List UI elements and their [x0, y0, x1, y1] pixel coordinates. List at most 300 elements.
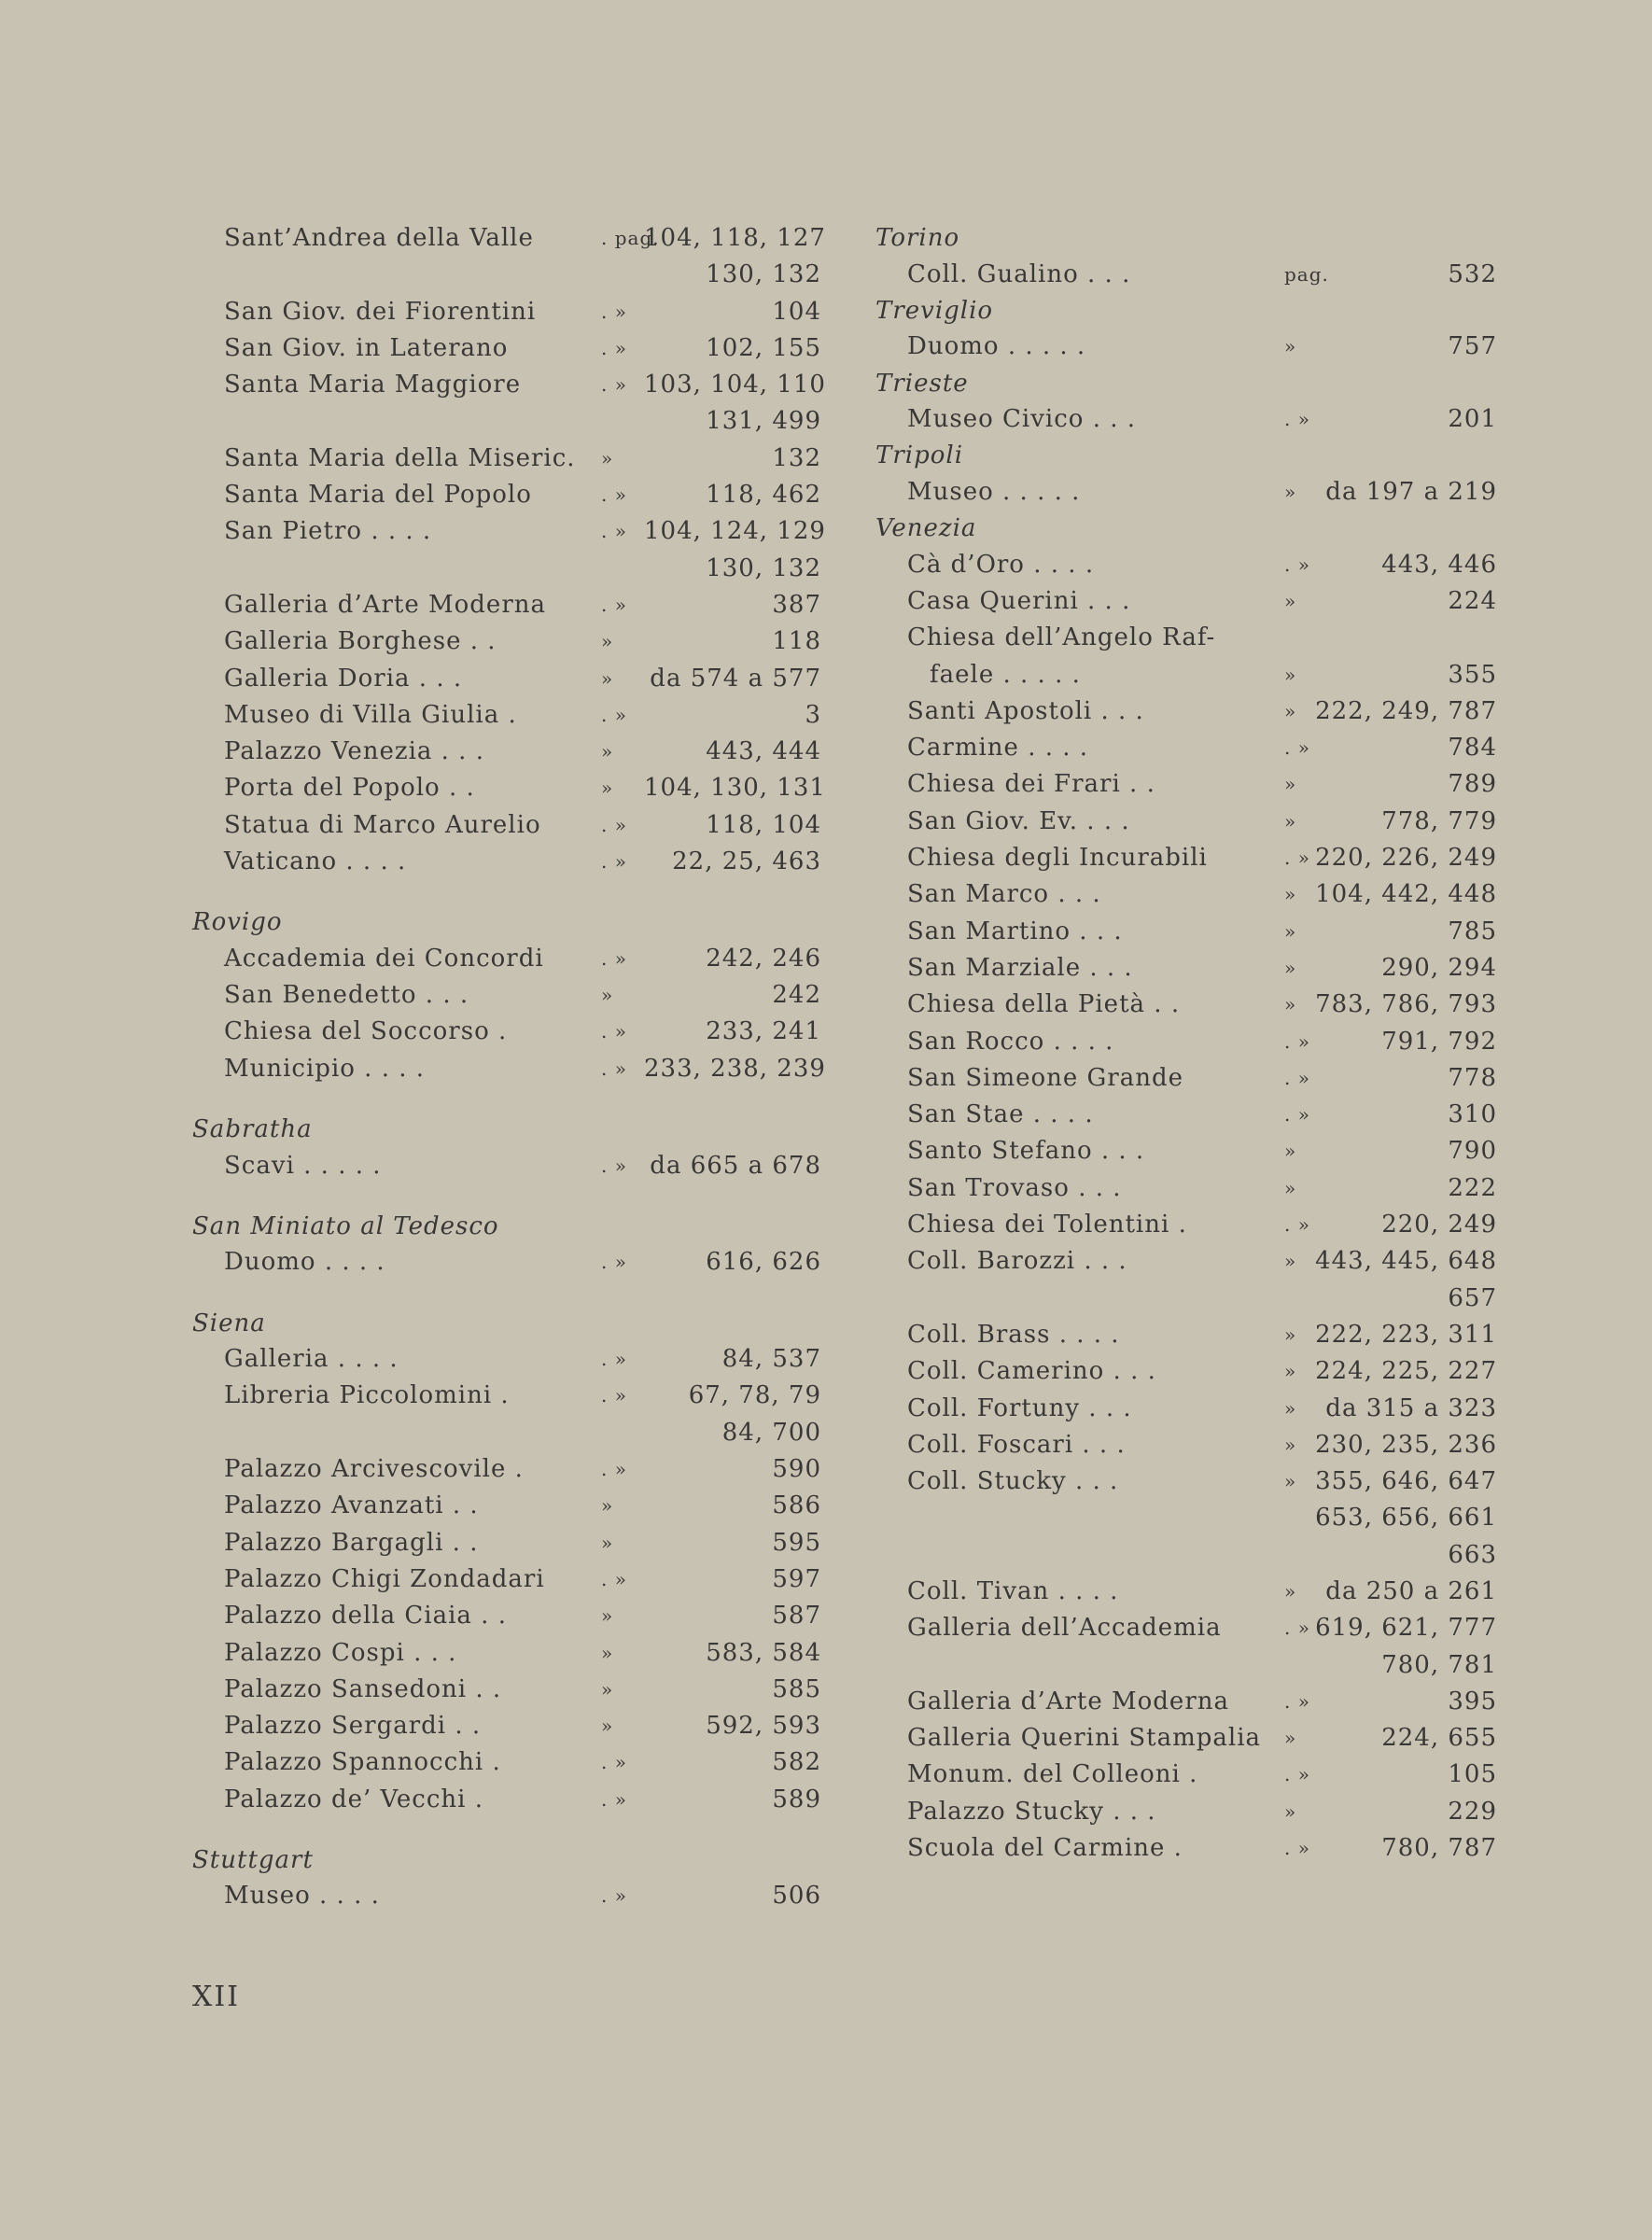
entry-name: Santa Maria del Popolo [224, 481, 532, 510]
page-references: 104, 124, 129 [644, 517, 826, 546]
ditto-marker: . » [601, 703, 627, 726]
entry-line [875, 401, 1497, 438]
entry-name: San Benedetto . . . [224, 981, 469, 1010]
entry-continuation-line [875, 657, 1497, 693]
entry-name: Municipio . . . . [224, 1054, 426, 1083]
ditto-marker: . » [601, 593, 627, 616]
entry-line [192, 587, 821, 623]
index-entry [192, 367, 826, 441]
ditto-marker: . » [601, 520, 627, 543]
entry-line [192, 1635, 821, 1672]
entry-line [875, 1720, 1497, 1757]
entry-name: Coll. Foscari . . . [907, 1430, 1126, 1459]
section-heading: San Miniato al Tedesco [192, 1211, 499, 1240]
entry-line [192, 1744, 821, 1781]
entry-name: Palazzo Spannocchi . [224, 1748, 501, 1777]
page-references: 22, 25, 463 [672, 847, 821, 876]
index-entry [192, 1782, 821, 1818]
entry-line [875, 876, 1497, 913]
entry-name: Coll. Stucky . . . [907, 1467, 1119, 1496]
ditto-marker: » [601, 777, 614, 800]
page-references: 224, 225, 227 [1315, 1357, 1497, 1386]
entry-continuation-line [192, 1415, 821, 1451]
entry-line [192, 1378, 821, 1414]
ditto-marker: » [601, 446, 614, 469]
page-references: 230, 235, 236 [1315, 1430, 1497, 1459]
index-entry [192, 441, 821, 477]
ditto-marker: . » [601, 1154, 627, 1177]
entry-name: Galleria Doria . . . [224, 664, 463, 693]
ditto-marker: . » [1284, 408, 1310, 431]
entry-line [192, 1244, 821, 1281]
entry-line [192, 941, 821, 977]
entry-line [192, 1148, 821, 1184]
entry-name: Sant’Andrea della Valle [224, 224, 534, 252]
entry-name: Coll. Camerino . . . [907, 1357, 1156, 1386]
entry-name: Galleria d’Arte Moderna [224, 590, 546, 619]
page-references: 780, 787 [1381, 1834, 1497, 1863]
ditto-marker: » [1284, 809, 1297, 833]
index-entry [192, 807, 821, 844]
entry-line [192, 1672, 821, 1708]
page-references: 785 [1448, 917, 1497, 945]
ditto-marker: pag. [1284, 262, 1329, 286]
index-entry [875, 766, 1497, 803]
index-entry [192, 477, 821, 513]
index-entry [192, 977, 821, 1014]
page-references: 663 [1448, 1540, 1497, 1569]
index-entry [192, 1598, 821, 1634]
entry-line [875, 1757, 1497, 1793]
entry-line [875, 914, 1497, 950]
ditto-marker: . » [1284, 553, 1310, 576]
ditto-marker: » [601, 1715, 614, 1738]
page-references: 103, 104, 110 [644, 371, 826, 399]
index-entry [192, 513, 826, 587]
index-entry [192, 1488, 821, 1524]
index-entry [875, 1757, 1497, 1793]
index-entry [192, 1561, 821, 1598]
page-references: 590 [772, 1455, 821, 1484]
page-references: 597 [772, 1564, 821, 1593]
index-entry [875, 1060, 1497, 1097]
page-references: 595 [772, 1528, 821, 1557]
entry-line [192, 330, 821, 367]
index-entry [192, 220, 826, 294]
page-references: 387 [772, 590, 821, 619]
page-number: XII [192, 1981, 241, 2013]
page-references: 118, 462 [706, 481, 821, 510]
page-references: 132 [772, 443, 821, 472]
index-entry [192, 294, 821, 330]
index-entry [875, 1243, 1497, 1317]
ditto-marker: . » [1284, 1213, 1310, 1237]
entry-name: Palazzo della Ciaia . . [224, 1602, 507, 1631]
page-references: 395 [1448, 1687, 1497, 1715]
ditto-marker: . » [601, 483, 627, 507]
page-references: 130, 132 [706, 553, 821, 582]
page-references: da 665 a 678 [650, 1151, 821, 1180]
page-references: 220, 226, 249 [1315, 844, 1497, 873]
index-entry [875, 1830, 1497, 1867]
entry-line [192, 734, 821, 770]
ditto-marker: . » [1284, 1689, 1310, 1713]
index-entry [192, 1744, 821, 1781]
entry-name: Santa Maria della Miseric. [224, 443, 576, 472]
page-references: 118, 104 [706, 810, 821, 839]
ditto-marker: » [601, 1531, 614, 1554]
page-references: 589 [772, 1785, 821, 1813]
page-references: 616, 626 [706, 1248, 821, 1277]
index-entry [192, 330, 821, 367]
entry-name: Palazzo Sergardi . . [224, 1712, 482, 1741]
page-references: 532 [1448, 259, 1497, 288]
ditto-marker: . » [601, 1384, 627, 1407]
ditto-marker: . » [1284, 1029, 1310, 1053]
entry-name: Porta del Popolo . . [224, 774, 475, 803]
page-references: 102, 155 [706, 333, 821, 362]
entry-name: Museo . . . . . [907, 477, 1081, 506]
index-column-right [875, 220, 1497, 1867]
ditto-marker: » [1284, 589, 1297, 612]
page-references: 443, 444 [706, 737, 821, 766]
entry-line [875, 1463, 1497, 1500]
section-heading: Venezia [875, 514, 977, 543]
index-entry [192, 661, 821, 697]
ditto-marker: . » [601, 373, 627, 397]
entry-line [875, 1391, 1497, 1427]
ditto-marker: » [1284, 1580, 1297, 1603]
section-heading: Siena [192, 1309, 266, 1337]
page-references: 222, 223, 311 [1315, 1320, 1497, 1349]
ditto-marker: . » [601, 1751, 627, 1774]
entry-name: San Giov. Ev. . . . [907, 806, 1130, 835]
index-entry [875, 257, 1497, 293]
page-references: 778, 779 [1381, 806, 1497, 835]
ditto-marker: » [601, 984, 614, 1007]
page-references: 84, 700 [721, 1418, 821, 1447]
page-references: 585 [772, 1674, 821, 1703]
section-heading: Treviglio [875, 296, 994, 325]
index-entry [192, 587, 821, 623]
entry-name: San Pietro . . . . [224, 517, 432, 546]
entry-name: Coll. Brass . . . . [907, 1320, 1120, 1349]
entry-name: Duomo . . . . . [907, 332, 1086, 361]
entry-name: Carmine . . . . [907, 734, 1089, 763]
entry-line [192, 1525, 821, 1561]
entry-name: Chiesa degli Incurabili [907, 844, 1208, 873]
ditto-marker: » [1284, 1250, 1297, 1273]
entry-continuation-line [875, 1281, 1497, 1317]
entry-name: Scuola del Carmine . [907, 1834, 1183, 1863]
entry-line [192, 977, 821, 1014]
entry-continuation-line [875, 1537, 1497, 1574]
entry-line [875, 583, 1497, 620]
entry-name: San Martino . . . [907, 917, 1123, 945]
index-entry [192, 1672, 821, 1708]
index-entry [192, 844, 821, 880]
entry-line [875, 840, 1497, 876]
entry-name: Santo Stefano . . . [907, 1137, 1145, 1166]
ditto-marker: » [1284, 883, 1297, 906]
entry-name: Casa Querini . . . [907, 586, 1131, 615]
ditto-marker: . » [1284, 1066, 1310, 1089]
entry-name: Chiesa della Pietà . . [907, 990, 1181, 1019]
entry-continuation-line [192, 403, 821, 440]
ditto-marker: » [1284, 1140, 1297, 1163]
entry-name: Galleria Querini Stampalia [907, 1724, 1262, 1753]
entry-name: San Trovaso . . . [907, 1173, 1122, 1202]
page-references: 619, 621, 777 [1315, 1614, 1497, 1643]
entry-line [875, 730, 1497, 766]
index-entry [192, 1148, 821, 1184]
index-entry [875, 1170, 1497, 1207]
page-references: 233, 238, 239 [644, 1054, 826, 1083]
ditto-marker: » [601, 1677, 614, 1701]
page-references: 130, 132 [706, 260, 821, 289]
ditto-marker: » [1284, 773, 1297, 796]
ditto-marker: . » [601, 336, 627, 359]
entry-continuation-line [192, 257, 821, 293]
index-column-left [192, 220, 826, 1915]
index-entry [875, 693, 1497, 730]
page-references: 242, 246 [706, 944, 821, 973]
entry-name: Coll. Fortuny . . . [907, 1393, 1132, 1422]
page-references: 131, 499 [706, 407, 821, 436]
index-entry [192, 1244, 821, 1281]
page-references: 224, 655 [1381, 1724, 1497, 1753]
entry-name: Palazzo Stucky . . . [907, 1797, 1156, 1826]
page-references: 582 [772, 1748, 821, 1777]
entry-name: Vaticano . . . . [224, 847, 407, 876]
entry-name: Galleria . . . . [224, 1345, 399, 1374]
entry-name: Galleria Borghese . . [224, 627, 497, 656]
index-entry [875, 1427, 1497, 1463]
entry-line [875, 950, 1497, 987]
entry-name: Palazzo Chigi Zondadari [224, 1564, 545, 1593]
index-entry [192, 1451, 821, 1488]
entry-line [875, 766, 1497, 803]
page-references: 105 [1448, 1760, 1497, 1789]
entry-line [875, 620, 1497, 656]
entry-name: Galleria dell’Accademia [907, 1614, 1222, 1643]
page-references: 233, 241 [706, 1017, 821, 1046]
entry-line [192, 661, 821, 697]
page-references: 242 [772, 981, 821, 1010]
entry-name: San Rocco . . . . [907, 1027, 1114, 1056]
entry-line [875, 474, 1497, 511]
entry-name: Palazzo Arcivescovile . [224, 1455, 524, 1484]
page-references: 118 [772, 627, 821, 656]
ditto-marker: . » [1284, 1617, 1310, 1640]
entry-line [875, 329, 1497, 365]
entry-name: Palazzo Cospi . . . [224, 1638, 457, 1667]
ditto-marker: » [601, 740, 614, 763]
ditto-marker: . » [1284, 736, 1310, 760]
entry-line [192, 1488, 821, 1524]
entry-name: San Marco . . . [907, 880, 1101, 909]
index-entry [875, 1463, 1497, 1574]
entry-name: Coll. Tivan . . . . [907, 1577, 1119, 1605]
index-entry [875, 1574, 1497, 1610]
entry-name: San Stae . . . . [907, 1100, 1094, 1129]
entry-line [192, 513, 826, 550]
entry-line [192, 441, 821, 477]
page-references: 104, 130, 131 [644, 774, 826, 803]
entry-name: Palazzo Venezia . . . [224, 737, 484, 766]
entry-line [192, 1014, 821, 1050]
ditto-marker: . » [1284, 1837, 1310, 1860]
entry-name: Museo di Villa Giulia . [224, 700, 517, 729]
ditto-marker: » [1284, 919, 1297, 943]
entry-name: Santa Maria Maggiore [224, 371, 522, 399]
page-references: 780, 781 [1381, 1650, 1497, 1679]
index-entry [875, 547, 1497, 583]
entry-name: Museo . . . . [224, 1882, 380, 1911]
entry-line [192, 1341, 821, 1378]
ditto-marker: » [601, 1604, 614, 1628]
ditto-marker: . pag. [601, 227, 660, 249]
entry-name: San Giov. in Laterano [224, 333, 509, 362]
index-entry [875, 1097, 1497, 1133]
index-entry [192, 1878, 821, 1914]
section-heading: Tripoli [875, 441, 964, 470]
ditto-marker: . » [601, 1251, 627, 1274]
entry-name: Chiesa dei Frari . . [907, 770, 1155, 799]
page-references: 84, 537 [721, 1345, 821, 1374]
page-references: 201 [1448, 405, 1497, 434]
entry-name: Statua di Marco Aurelio [224, 810, 541, 839]
index-entry [192, 734, 821, 770]
index-entry [875, 1684, 1497, 1720]
entry-line [192, 623, 821, 660]
index-entry [875, 1610, 1497, 1684]
entry-line [875, 1427, 1497, 1463]
ditto-marker: » [601, 666, 614, 690]
index-entry [192, 623, 821, 660]
page-references: 583, 584 [706, 1638, 821, 1667]
entry-name: Coll. Gualino . . . [907, 259, 1131, 288]
page-references: 443, 445, 648 [1315, 1247, 1497, 1276]
entry-line [875, 1574, 1497, 1610]
page-references: 224 [1448, 586, 1497, 615]
index-entry [875, 620, 1497, 693]
entry-line [875, 987, 1497, 1023]
entry-line [192, 1708, 821, 1744]
index-entry [192, 1378, 821, 1451]
ditto-marker: » [1284, 1323, 1297, 1346]
entry-line [875, 1060, 1497, 1097]
entry-line [192, 1561, 821, 1598]
entry-line [875, 1610, 1497, 1646]
entry-name: Monum. del Colleoni . [907, 1760, 1198, 1789]
entry-name: Galleria d’Arte Moderna [907, 1687, 1229, 1715]
entry-line [875, 1353, 1497, 1390]
index-entry [875, 876, 1497, 913]
page-references: da 315 a 323 [1325, 1393, 1497, 1422]
entry-name: Palazzo de’ Vecchi . [224, 1785, 484, 1813]
ditto-marker: . » [601, 1458, 627, 1481]
entry-line [875, 1794, 1497, 1830]
ditto-marker: » [601, 630, 614, 653]
entry-name: Palazzo Bargagli . . [224, 1528, 479, 1557]
entry-line [875, 1097, 1497, 1133]
page-references: 290, 294 [1381, 953, 1497, 982]
index-entry [875, 1317, 1497, 1353]
page-references: 355, 646, 647 [1315, 1467, 1497, 1496]
ditto-marker: . » [601, 850, 627, 874]
ditto-marker: . » [1284, 1103, 1310, 1127]
ditto-marker: » [1284, 1799, 1297, 1823]
entry-name-continuation: faele . . . . . [930, 660, 1081, 689]
ditto-marker: . » [601, 300, 627, 323]
entry-continuation-line [192, 551, 821, 587]
entry-name: Coll. Barozzi . . . [907, 1247, 1127, 1276]
page-references: 586 [772, 1491, 821, 1520]
ditto-marker: . » [601, 1057, 627, 1080]
page-references: 443, 446 [1381, 550, 1497, 579]
entry-line [192, 770, 826, 806]
index-entry [192, 1341, 821, 1378]
page-references: 3 [805, 700, 821, 729]
page-references: 592, 593 [706, 1712, 821, 1741]
index-entry [875, 1207, 1497, 1243]
entry-line [192, 1878, 821, 1914]
index-entry [192, 1525, 821, 1561]
entry-line [875, 1170, 1497, 1207]
index-entry [875, 950, 1497, 987]
ditto-marker: . » [601, 813, 627, 836]
ditto-marker: » [1284, 1396, 1297, 1420]
index-entry [875, 1353, 1497, 1390]
entry-line [192, 844, 821, 880]
ditto-marker: » [1284, 1470, 1297, 1493]
page-references: da 250 a 261 [1325, 1577, 1497, 1605]
entry-name: Museo Civico . . . [907, 405, 1137, 434]
ditto-marker: . » [1284, 1763, 1310, 1786]
page-references: 104, 442, 448 [1315, 880, 1497, 909]
page-references: 104, 118, 127 [644, 224, 826, 252]
entry-line [875, 693, 1497, 730]
index-entry [875, 1720, 1497, 1757]
entry-line [192, 367, 826, 403]
entry-name: Palazzo Sansedoni . . [224, 1674, 502, 1703]
ditto-marker: . » [601, 946, 627, 970]
page-references: 789 [1448, 770, 1497, 799]
ditto-marker: » [1284, 1727, 1297, 1750]
entry-name: Scavi . . . . . [224, 1151, 382, 1180]
section-heading: Stuttgart [192, 1845, 314, 1874]
entry-line [192, 1051, 826, 1087]
entry-name: Cà d’Oro . . . . [907, 550, 1095, 579]
entry-name: Chiesa dei Tolentini . [907, 1211, 1187, 1239]
page-references: 587 [772, 1602, 821, 1631]
entry-name: Libreria Piccolomini . [224, 1381, 510, 1410]
page-references: 355 [1448, 660, 1497, 689]
page-references: 222 [1448, 1173, 1497, 1202]
index-entry [875, 329, 1497, 365]
index-entry [875, 987, 1497, 1023]
ditto-marker: » [1284, 663, 1297, 686]
page-references: da 574 a 577 [650, 664, 821, 693]
index-entry [875, 401, 1497, 438]
entry-line [875, 1024, 1497, 1060]
entry-name: San Simeone Grande [907, 1063, 1184, 1092]
ditto-marker: » [1284, 993, 1297, 1016]
ditto-marker: » [1284, 699, 1297, 722]
page-references: 790 [1448, 1137, 1497, 1166]
entry-line [192, 1451, 821, 1488]
